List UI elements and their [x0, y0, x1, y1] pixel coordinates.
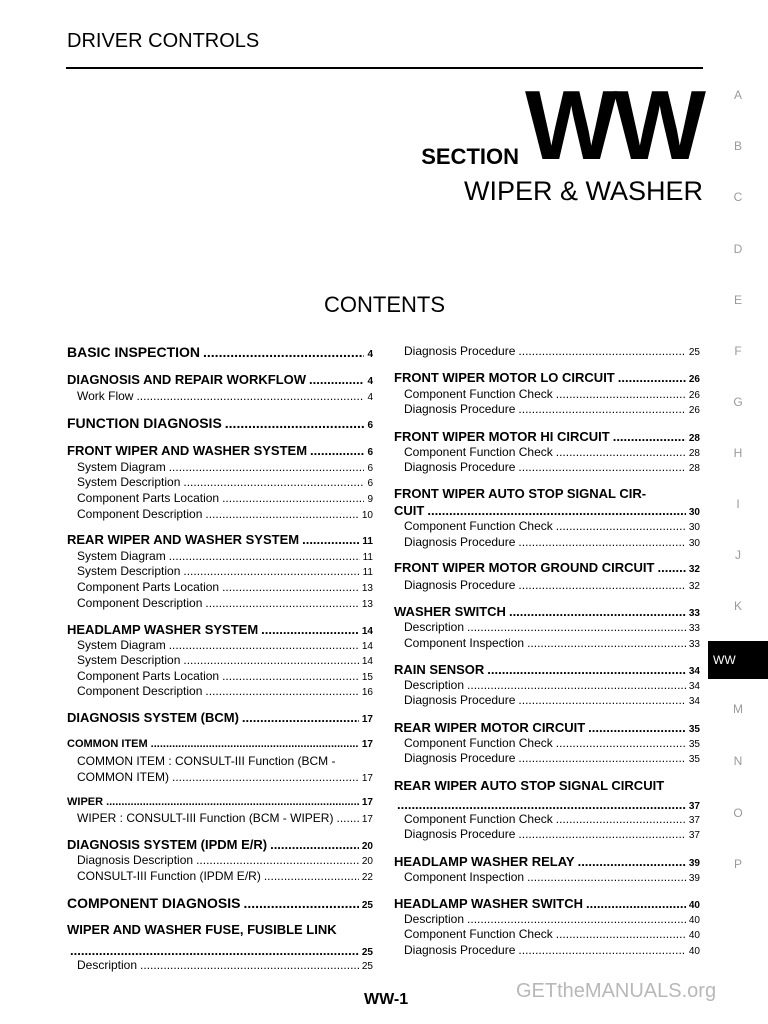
toc-dot-leader — [264, 869, 359, 883]
toc-page-number: 17 — [361, 797, 373, 808]
toc-subentry[interactable] — [77, 549, 373, 563]
toc-subentry[interactable] — [77, 958, 373, 972]
toc-entry-title: COMMON ITEM) — [77, 770, 169, 784]
toc-entry-title: CUIT — [394, 503, 425, 518]
toc-page-number: 34 — [688, 666, 700, 677]
toc-dot-leader — [427, 503, 686, 518]
toc-page-number: 28 — [688, 433, 700, 444]
toc-entry-title: HEADLAMP WASHER RELAY — [394, 854, 575, 869]
toc-entry-title: Component Function Check — [404, 927, 553, 941]
toc-dot-leader — [527, 636, 686, 650]
toc-subentry[interactable] — [77, 580, 373, 594]
toc-dot-leader — [556, 812, 686, 826]
toc-page-number: 32 — [688, 564, 700, 575]
toc-entry-title: Diagnosis Procedure — [404, 344, 516, 358]
toc-page-number: 35 — [688, 754, 700, 765]
toc-entry-title: System Diagram — [77, 460, 166, 474]
toc-subentry[interactable] — [404, 943, 700, 957]
toc-page-number: 14 — [361, 641, 373, 652]
toc-entry[interactable] — [67, 738, 373, 750]
toc-dot-leader — [309, 372, 364, 387]
toc-page-number: 17 — [361, 739, 373, 750]
toc-page-number: 30 — [688, 507, 700, 518]
toc-subentry[interactable] — [404, 460, 700, 474]
section-tab-h[interactable]: H — [733, 446, 743, 460]
toc-dot-leader — [302, 532, 359, 547]
toc-dot-leader — [106, 796, 359, 808]
toc-subentry[interactable] — [77, 853, 373, 867]
toc-page-number: 13 — [361, 599, 373, 610]
toc-page-number: 25 — [361, 961, 373, 972]
toc-entry-title: Diagnosis Procedure — [404, 827, 516, 841]
toc-page-number: 26 — [688, 405, 700, 416]
toc-dot-leader — [169, 549, 360, 563]
section-name: WIPER & WASHER — [463, 176, 703, 206]
toc-subentry[interactable] — [404, 870, 700, 884]
toc-dot-leader — [222, 491, 364, 505]
toc-subentry[interactable] — [404, 912, 700, 926]
toc-entry-title: Component Inspection — [404, 636, 525, 650]
toc-page-number: 39 — [688, 873, 700, 884]
toc-dot-leader — [613, 429, 686, 444]
toc-subentry[interactable] — [77, 669, 373, 683]
toc-entry-title: CONSULT-III Function (IPDM E/R) — [77, 869, 261, 883]
toc-subentry[interactable] — [77, 653, 373, 667]
toc-entry-title: Component Parts Location — [77, 580, 220, 594]
toc-page-number: 33 — [688, 608, 700, 619]
section-tab-j[interactable]: J — [735, 548, 741, 562]
toc-page-number: 34 — [688, 681, 700, 692]
toc-page-number: 25 — [361, 947, 373, 958]
toc-page-number: 14 — [361, 656, 373, 667]
toc-entry[interactable] — [394, 797, 700, 812]
toc-page-number: 6 — [367, 463, 373, 474]
toc-page-number: 17 — [361, 773, 373, 784]
toc-entry-title: Description — [77, 958, 138, 972]
toc-page-number: 30 — [688, 522, 700, 533]
toc-page-number: 40 — [688, 915, 700, 926]
toc-subentry[interactable] — [77, 564, 373, 578]
toc-entry-title: WASHER SWITCH — [394, 604, 506, 619]
toc-entry-title: Component Description — [77, 596, 203, 610]
toc-dot-leader — [397, 797, 686, 812]
toc-subentry[interactable] — [404, 927, 700, 941]
watermark: GETtheMANUALS.org — [516, 980, 717, 1002]
toc-entry-title: Component Description — [77, 684, 203, 698]
toc-dot-leader — [243, 895, 358, 911]
toc-page-number: 33 — [688, 639, 700, 650]
toc-page-number: 11 — [362, 567, 373, 578]
toc-dot-leader — [140, 958, 359, 972]
toc-dot-leader — [556, 927, 686, 941]
toc-entry-title: Work Flow — [77, 389, 134, 403]
toc-page-number: 40 — [688, 946, 700, 957]
toc-page-number: 40 — [688, 900, 700, 911]
toc-dot-leader — [172, 770, 359, 784]
toc-dot-leader — [556, 445, 686, 459]
toc-entry-title: FUNCTION DIAGNOSIS — [67, 415, 222, 431]
toc-page-number: 35 — [688, 739, 700, 750]
toc-page-number: 28 — [688, 463, 700, 474]
section-label: SECTION — [421, 144, 519, 169]
toc-subentry[interactable] — [77, 460, 373, 474]
toc-subentry[interactable] — [77, 811, 373, 825]
toc-subentry[interactable] — [77, 507, 373, 521]
toc-dot-leader — [261, 622, 359, 637]
toc-dot-leader — [242, 710, 359, 725]
toc-entry-continued: FRONT WIPER AUTO STOP SIGNAL CIR- — [394, 486, 647, 501]
toc-dot-leader — [205, 507, 358, 521]
toc-dot-leader — [183, 564, 359, 578]
section-tab-n[interactable]: N — [733, 754, 743, 768]
toc-entry[interactable] — [394, 896, 700, 911]
toc-entry-title: Diagnosis Procedure — [404, 693, 516, 707]
toc-dot-leader — [169, 460, 365, 474]
toc-entry-title: COMPONENT DIAGNOSIS — [67, 895, 241, 911]
toc-page-number: 26 — [688, 390, 700, 401]
toc-subentry[interactable] — [404, 678, 700, 692]
toc-entry-title: Description — [404, 912, 465, 926]
toc-dot-leader — [556, 736, 686, 750]
toc-entry[interactable] — [67, 837, 373, 852]
toc-subentry[interactable] — [404, 812, 700, 826]
toc-dot-leader — [222, 669, 359, 683]
toc-subentry[interactable] — [404, 387, 700, 401]
toc-subentry[interactable] — [404, 693, 700, 707]
toc-entry-title: Component Function Check — [404, 445, 553, 459]
toc-entry-title: REAR WIPER MOTOR CIRCUIT — [394, 720, 586, 735]
toc-page-number: 40 — [688, 930, 700, 941]
section-tab-g[interactable]: G — [733, 395, 743, 409]
toc-entry[interactable] — [394, 503, 700, 518]
toc-entry[interactable] — [67, 943, 373, 958]
toc-subentry[interactable] — [404, 578, 700, 592]
toc-entry-title: Component Function Check — [404, 519, 553, 533]
toc-entry-title: WIPER : CONSULT-III Function (BCM - WIPER) — [77, 811, 334, 825]
toc-page-number: 28 — [688, 448, 700, 459]
toc-dot-leader — [588, 720, 686, 735]
toc-entry-title: Diagnosis Procedure — [404, 943, 516, 957]
toc-page-number: 25 — [361, 900, 373, 911]
toc-entry-continued: COMMON ITEM : CONSULT-III Function (BCM - — [77, 754, 336, 768]
toc-page-number: 11 — [362, 536, 373, 547]
toc-entry-title: DIAGNOSIS SYSTEM (BCM) — [67, 710, 239, 725]
toc-entry-title: FRONT WIPER MOTOR GROUND CIRCUIT — [394, 560, 655, 575]
toc-subentry[interactable] — [404, 636, 700, 650]
toc-dot-leader — [518, 693, 685, 707]
toc-page-number: 13 — [361, 583, 373, 594]
toc-entry[interactable] — [394, 370, 700, 385]
toc-entry-title: System Diagram — [77, 638, 166, 652]
section-tab-i[interactable]: I — [736, 497, 740, 511]
toc-dot-leader — [225, 415, 365, 431]
toc-page-number: 39 — [688, 858, 700, 869]
toc-subentry[interactable] — [77, 475, 373, 489]
section-tab-c[interactable]: C — [733, 190, 743, 204]
toc-dot-leader — [467, 620, 686, 634]
toc-entry-title: Component Function Check — [404, 736, 553, 750]
toc-dot-leader — [70, 943, 359, 958]
toc-page-number: 6 — [367, 478, 373, 489]
toc-entry-title: Description — [404, 678, 465, 692]
toc-page-number: 17 — [361, 814, 373, 825]
toc-page-number: 17 — [361, 714, 373, 725]
toc-entry[interactable] — [67, 895, 373, 911]
toc-dot-leader — [183, 475, 364, 489]
section-tab-o[interactable]: O — [733, 806, 743, 820]
toc-dot-leader — [487, 662, 686, 677]
toc-entry[interactable] — [67, 415, 373, 431]
toc-dot-leader — [518, 943, 685, 957]
toc-dot-leader — [578, 854, 686, 869]
toc-page-number: 10 — [361, 510, 373, 521]
toc-dot-leader — [183, 653, 359, 667]
toc-subentry[interactable] — [404, 827, 700, 841]
toc-page-number: 30 — [688, 538, 700, 549]
toc-dot-leader — [222, 580, 359, 594]
toc-entry-title: System Description — [77, 564, 181, 578]
toc-entry-title: REAR WIPER AND WASHER SYSTEM — [67, 532, 300, 547]
toc-entry[interactable] — [67, 344, 373, 360]
toc-entry-title: Diagnosis Procedure — [404, 535, 516, 549]
toc-dot-leader — [518, 578, 685, 592]
page-number: WW-1 — [364, 991, 409, 1008]
toc-entry-title: Diagnosis Description — [77, 853, 194, 867]
toc-dot-leader — [151, 738, 359, 750]
toc-entry-title: Description — [404, 620, 465, 634]
toc-subentry[interactable] — [77, 491, 373, 505]
toc-page-number: 4 — [367, 349, 373, 360]
toc-entry[interactable] — [394, 429, 700, 444]
toc-page-number: 4 — [367, 392, 373, 403]
toc-entry-title: RAIN SENSOR — [394, 662, 485, 677]
toc-page-number: 20 — [361, 841, 373, 852]
toc-page-number: 4 — [367, 376, 373, 387]
toc-subentry[interactable] — [404, 535, 700, 549]
toc-dot-leader — [509, 604, 686, 619]
toc-dot-leader — [518, 402, 685, 416]
toc-entry-title: System Description — [77, 475, 181, 489]
section-code: WW — [525, 70, 702, 180]
toc-entry-title: FRONT WIPER MOTOR LO CIRCUIT — [394, 370, 615, 385]
toc-entry-title: FRONT WIPER AND WASHER SYSTEM — [67, 443, 308, 458]
toc-entry[interactable] — [67, 710, 373, 725]
toc-entry[interactable] — [394, 854, 700, 869]
section-tab-b[interactable]: B — [733, 139, 742, 153]
toc-page-number: 11 — [362, 552, 373, 563]
toc-dot-leader — [270, 837, 359, 852]
toc-entry-title: Component Description — [77, 507, 203, 521]
header-rule — [66, 67, 703, 69]
toc-page-number: 37 — [688, 801, 700, 812]
toc-entry-title: Component Function Check — [404, 812, 553, 826]
toc-dot-leader — [203, 344, 364, 360]
toc-dot-leader — [556, 519, 686, 533]
toc-entry[interactable] — [67, 372, 373, 387]
toc-page-number: 14 — [361, 626, 373, 637]
toc-page-number: 34 — [688, 696, 700, 707]
toc-entry[interactable] — [394, 604, 700, 619]
toc-entry[interactable] — [394, 662, 700, 677]
toc-entry-title: DIAGNOSIS AND REPAIR WORKFLOW — [67, 372, 307, 387]
section-tab-k[interactable]: K — [733, 599, 742, 613]
toc-entry-title: DIAGNOSIS SYSTEM (IPDM E/R) — [67, 837, 268, 852]
toc-dot-leader — [618, 370, 686, 385]
section-tab-f[interactable]: F — [734, 344, 742, 358]
toc-dot-leader — [467, 912, 686, 926]
toc-dot-leader — [136, 389, 364, 403]
toc-entry-continued: WIPER AND WASHER FUSE, FUSIBLE LINK — [67, 922, 337, 937]
section-tab-p[interactable]: P — [733, 857, 742, 871]
toc-subentry[interactable] — [404, 751, 700, 765]
toc-subentry[interactable] — [77, 389, 373, 403]
section-tab-ww[interactable]: WW — [708, 641, 768, 679]
toc-dot-leader — [205, 684, 358, 698]
toc-entry-title: BASIC INSPECTION — [67, 344, 201, 360]
toc-dot-leader — [527, 870, 686, 884]
toc-subentry[interactable] — [404, 519, 700, 533]
toc-page-number: 15 — [361, 672, 373, 683]
toc-entry-title: Component Parts Location — [77, 491, 220, 505]
toc-entry-title: HEADLAMP WASHER SWITCH — [394, 896, 583, 911]
toc-dot-leader — [657, 560, 685, 575]
toc-page-number: 22 — [361, 872, 373, 883]
toc-dot-leader — [556, 387, 686, 401]
toc-dot-leader — [467, 678, 686, 692]
toc-entry[interactable] — [67, 622, 373, 637]
section-tab-d[interactable]: D — [733, 242, 743, 256]
toc-subentry[interactable] — [77, 684, 373, 698]
toc-entry-title: Diagnosis Procedure — [404, 578, 516, 592]
toc-page-number: 35 — [688, 724, 700, 735]
toc-dot-leader — [518, 460, 685, 474]
toc-subentry[interactable] — [77, 869, 373, 883]
toc-dot-leader — [205, 596, 358, 610]
toc-entry-title: System Diagram — [77, 549, 166, 563]
toc-page-number: 33 — [688, 623, 700, 634]
toc-subentry[interactable] — [404, 445, 700, 459]
toc-dot-leader — [310, 443, 364, 458]
toc-entry-continued: REAR WIPER AUTO STOP SIGNAL CIRCUIT — [394, 778, 665, 793]
toc-page-number: 16 — [361, 687, 373, 698]
toc-entry-title: System Description — [77, 653, 181, 667]
toc-entry-title: HEADLAMP WASHER SYSTEM — [67, 622, 259, 637]
toc-entry-title: COMMON ITEM — [67, 738, 148, 750]
toc-entry-title: FRONT WIPER MOTOR HI CIRCUIT — [394, 429, 610, 444]
toc-dot-leader — [518, 751, 685, 765]
toc-subentry[interactable] — [404, 736, 700, 750]
toc-page-number: 6 — [367, 447, 373, 458]
toc-dot-leader — [518, 827, 685, 841]
toc-entry-title: Diagnosis Procedure — [404, 402, 516, 416]
toc-entry-title: Diagnosis Procedure — [404, 751, 516, 765]
section-tab-m[interactable]: M — [733, 702, 743, 716]
toc-entry[interactable] — [67, 796, 373, 808]
toc-entry[interactable] — [67, 443, 373, 458]
toc-dot-leader — [336, 811, 358, 825]
toc-subentry[interactable] — [404, 620, 700, 634]
toc-entry-title: WIPER — [67, 796, 104, 808]
toc-subentry[interactable] — [77, 596, 373, 610]
section-tab-e[interactable]: E — [733, 293, 742, 307]
contents-title: CONTENTS — [324, 292, 445, 317]
header-title: DRIVER CONTROLS — [67, 30, 260, 52]
toc-subentry[interactable] — [404, 344, 700, 358]
toc-page-number: 20 — [361, 856, 373, 867]
toc-entry-title: Component Inspection — [404, 870, 525, 884]
section-tab-a[interactable]: A — [733, 88, 742, 102]
toc-dot-leader — [196, 853, 359, 867]
toc-subentry[interactable] — [404, 402, 700, 416]
toc-page-number: 25 — [688, 347, 700, 358]
toc-entry[interactable] — [394, 720, 700, 735]
toc-entry[interactable] — [67, 532, 373, 547]
toc-entry-title: Component Parts Location — [77, 669, 220, 683]
toc-page-number: 37 — [688, 815, 700, 826]
toc-subentry[interactable] — [77, 770, 373, 784]
toc-page-number: 9 — [367, 494, 373, 505]
toc-dot-leader — [518, 344, 685, 358]
toc-entry[interactable] — [394, 560, 700, 575]
toc-subentry[interactable] — [77, 638, 373, 652]
toc-page-number: 6 — [367, 420, 373, 431]
toc-entry-title: Component Function Check — [404, 387, 553, 401]
toc-page-number: 37 — [688, 830, 700, 841]
toc-entry-title: Diagnosis Procedure — [404, 460, 516, 474]
toc-dot-leader — [518, 535, 685, 549]
toc-page-number: 32 — [688, 581, 700, 592]
toc-dot-leader — [586, 896, 686, 911]
toc-dot-leader — [169, 638, 359, 652]
toc-page-number: 26 — [688, 374, 700, 385]
